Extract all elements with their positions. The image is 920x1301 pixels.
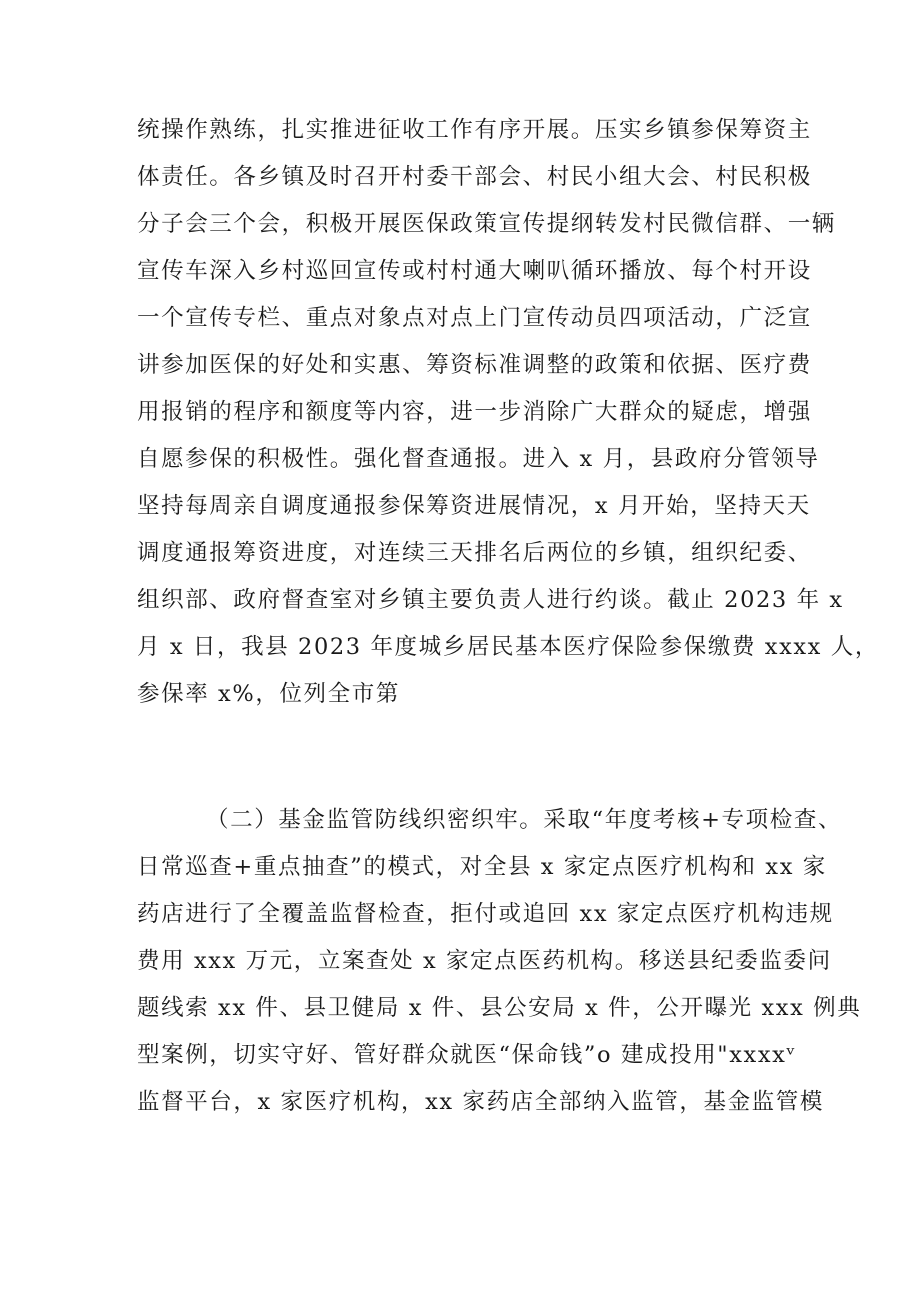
paragraph-1-line: 自愿参保的积极性。强化督查通报。进入 x 月，县政府分管领导 xyxy=(137,446,820,472)
paragraph-1-line: 体责任。各乡镇及时召开村委干部会、村民小组大会、村民积极 xyxy=(137,164,812,190)
paragraph-1-line: 一个宣传专栏、重点对象点对点上门宣传动员四项活动，广泛宣 xyxy=(137,305,812,331)
paragraph-1-line: 分子会三个会，积极开展医保政策宣传提纲转发村民微信群、一辆 xyxy=(137,211,836,237)
paragraph-1-line: 用报销的程序和额度等内容，进一步消除广大群众的疑虑，增强 xyxy=(137,399,812,425)
paragraph-2-line: 费用 xxx 万元，立案查处 x 家定点医药机构。移送县纪委监委问 xyxy=(137,948,832,974)
paragraph-2-line: （二）基金监管防线织密织牢。采取“年度考核+专项检查、 xyxy=(206,807,843,833)
paragraph-1-line: 讲参加医保的好处和实惠、筹资标准调整的政策和依据、医疗费 xyxy=(137,352,812,378)
paragraph-1-line: 宣传车深入乡村巡回宣传或村村通大喇叭循环播放、每个村开设 xyxy=(137,258,812,284)
paragraph-2-line: 药店进行了全覆盖监督检查，拒付或追回 xx 家定点医疗机构违规 xyxy=(137,901,834,927)
paragraph-1-line: 统操作熟练，扎实推进征收工作有序开展。压实乡镇参保筹资主 xyxy=(137,117,812,143)
paragraph-2-line: 型案例，切实守好、管好群众就医“保命钱”o 建成投用"xxxxᵛ xyxy=(137,1042,797,1068)
paragraph-1-line: 月 x 日，我县 2023 年度城乡居民基本医疗保险参保缴费 xxxx 人， xyxy=(137,634,879,660)
paragraph-2-line: 题线索 xx 件、县卫健局 x 件、县公安局 x 件，公开曝光 xxx 例典 xyxy=(137,995,862,1021)
paragraph-1-line: 调度通报筹资进度，对连续三天排名后两位的乡镇，组织纪委、 xyxy=(137,540,812,566)
paragraph-1-line: 参保率 x%，位列全市第 xyxy=(137,681,400,707)
paragraph-1-line: 坚持每周亲自调度通报参保筹资进展情况，x 月开始，坚持天天 xyxy=(137,493,811,519)
paragraph-2-line: 日常巡查+重点抽查”的模式，对全县 x 家定点医疗机构和 xx 家 xyxy=(137,854,827,880)
paragraph-1-line: 组织部、政府督查室对乡镇主要负责人进行约谈。截止 2023 年 x xyxy=(137,587,844,613)
paragraph-2-line: 监督平台，x 家医疗机构，xx 家药店全部纳入监管，基金监管模 xyxy=(137,1089,824,1115)
